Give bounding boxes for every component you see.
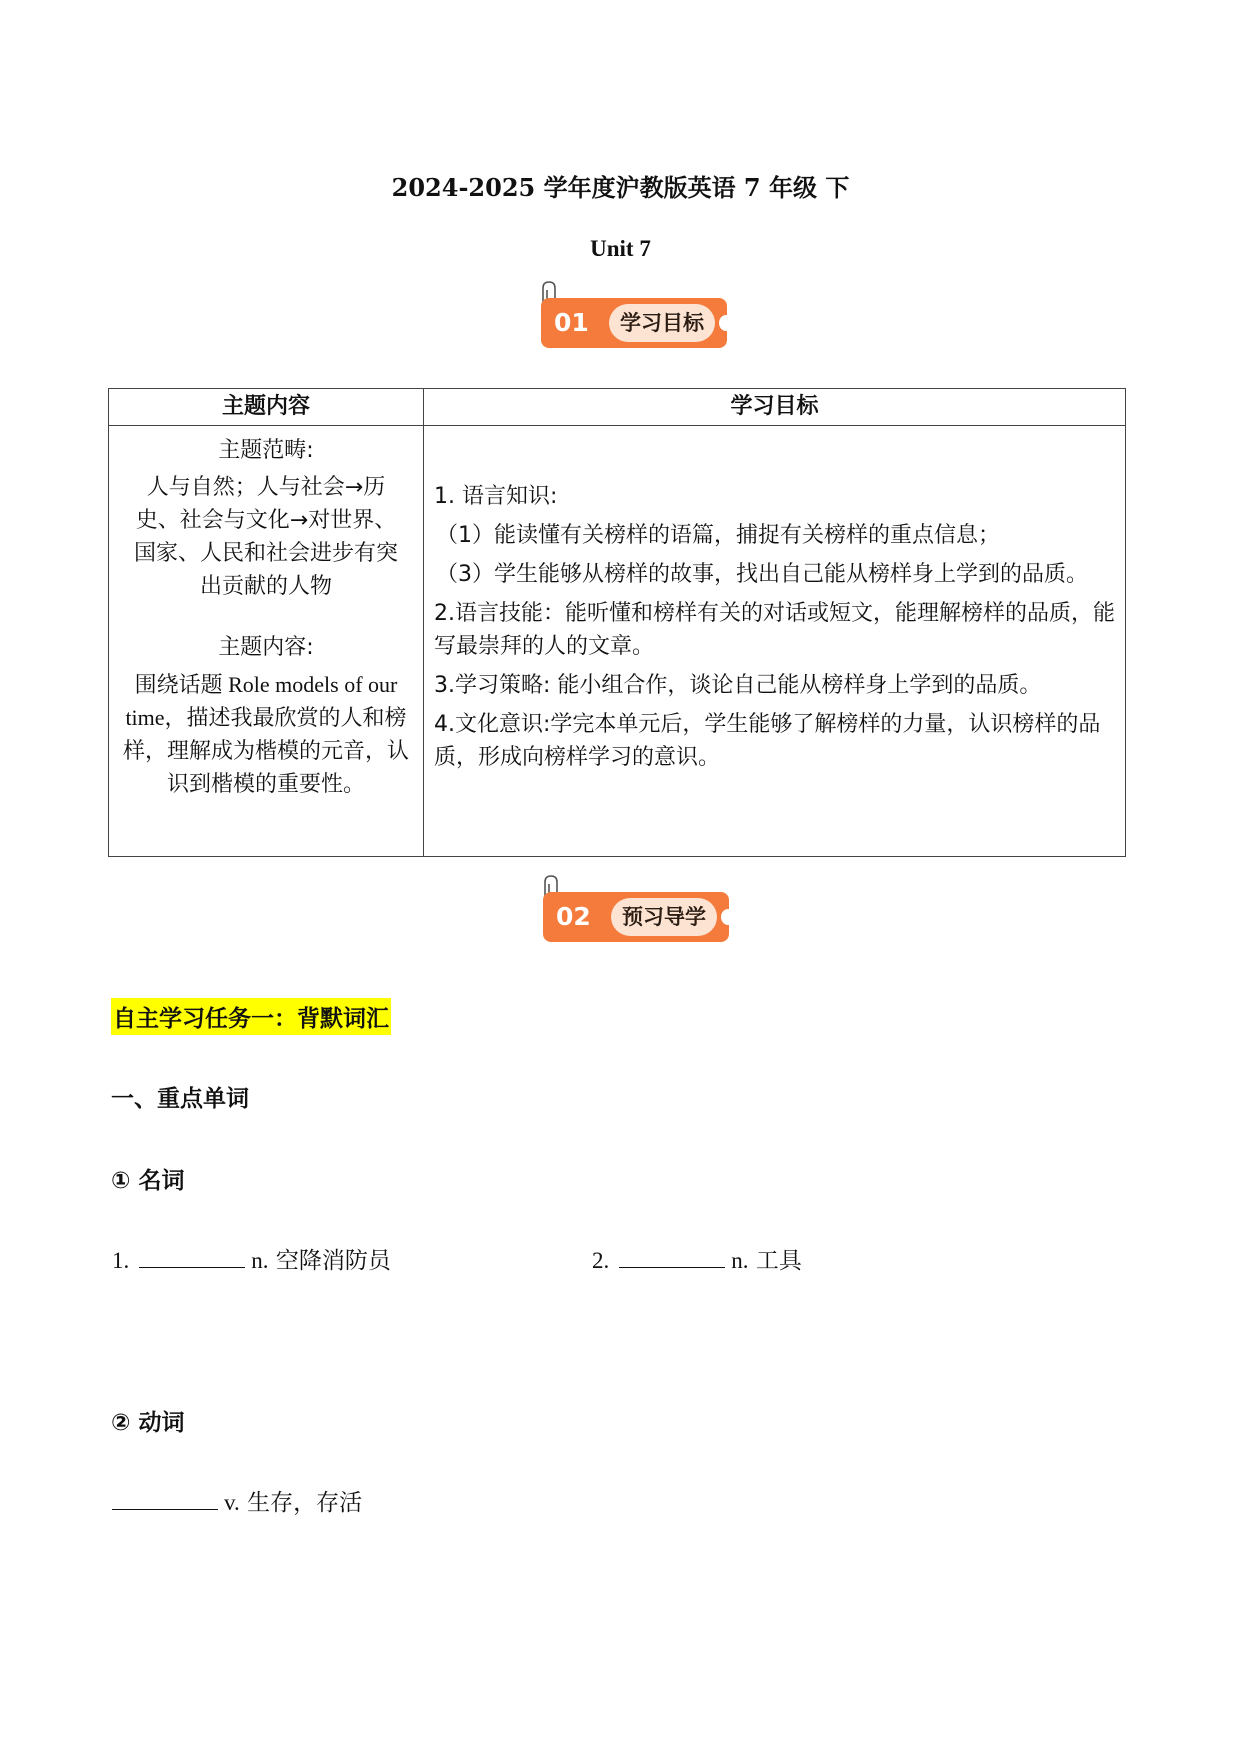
objectives-table	[108, 388, 1126, 857]
column-header-topic: 主题内容	[109, 389, 424, 426]
meaning: 工具	[755, 1248, 802, 1274]
vocab-item	[112, 1242, 391, 1275]
goals-cell	[424, 426, 1126, 857]
goal-line: 2.语言技能：能听懂和榜样有关的对话或短文，能理解榜样的品质，能写最崇拜的人的文章。	[434, 601, 1115, 659]
content-label: 主题内容:	[218, 635, 314, 660]
goal-line: 1. 语言知识:	[434, 484, 558, 509]
vocab-item	[592, 1242, 802, 1275]
key-words-heading: 一、重点单词	[111, 1086, 249, 1112]
task-heading-highlight: 自主学习任务一：背默词汇	[111, 998, 391, 1035]
goal-line: （3）学生能够从榜样的故事，找出自己能从榜样身上学到的品质。	[436, 562, 1088, 587]
section-number: 01	[554, 308, 589, 337]
item-number: 1.	[112, 1248, 130, 1273]
section-badge-preview	[543, 892, 729, 942]
section-label: 学习目标	[609, 304, 715, 342]
meaning: 生存，存活	[247, 1490, 363, 1516]
part-of-speech: n.	[251, 1248, 269, 1273]
section-label: 预习导学	[611, 898, 717, 936]
vocab-item	[112, 1484, 362, 1517]
nouns-heading: ① 名词	[111, 1168, 185, 1194]
topic-cell	[109, 426, 424, 857]
document-title: 2024-2025 学年度沪教版英语 7 年级 下	[391, 173, 850, 202]
item-number: 2.	[592, 1248, 610, 1273]
answer-blank[interactable]	[139, 1245, 245, 1268]
column-header-goals: 学习目标	[424, 389, 1126, 426]
unit-heading: Unit 7	[590, 236, 651, 261]
meaning: 空降消防员	[275, 1248, 391, 1274]
answer-blank[interactable]	[112, 1487, 218, 1510]
part-of-speech: v.	[224, 1490, 240, 1515]
goal-line: （1）能读懂有关榜样的语篇，捕捉有关榜样的重点信息；	[436, 523, 1000, 548]
section-badge-objectives	[541, 298, 727, 348]
section-number: 02	[556, 902, 591, 931]
scope-label: 主题范畴:	[218, 438, 314, 463]
content-text: 围绕话题 Role models of our time，描述我最欣赏的人和榜样，理解成为楷模的元音，认识到楷模的重要性。	[122, 672, 409, 796]
scope-text: 人与自然；人与社会→历史、社会与文化→对世界、国家、人民和社会进步有突出贡献的人物	[133, 475, 398, 599]
part-of-speech: n.	[731, 1248, 749, 1273]
goal-line: 3.学习策略: 能小组合作，谈论自己能从榜样身上学到的品质。	[434, 673, 1042, 698]
verbs-heading: ② 动词	[111, 1410, 185, 1436]
answer-blank[interactable]	[619, 1245, 725, 1268]
goal-line: 4.文化意识:学完本单元后，学生能够了解榜样的力量，认识榜样的品质，形成向榜样学习的意识。	[434, 712, 1101, 770]
